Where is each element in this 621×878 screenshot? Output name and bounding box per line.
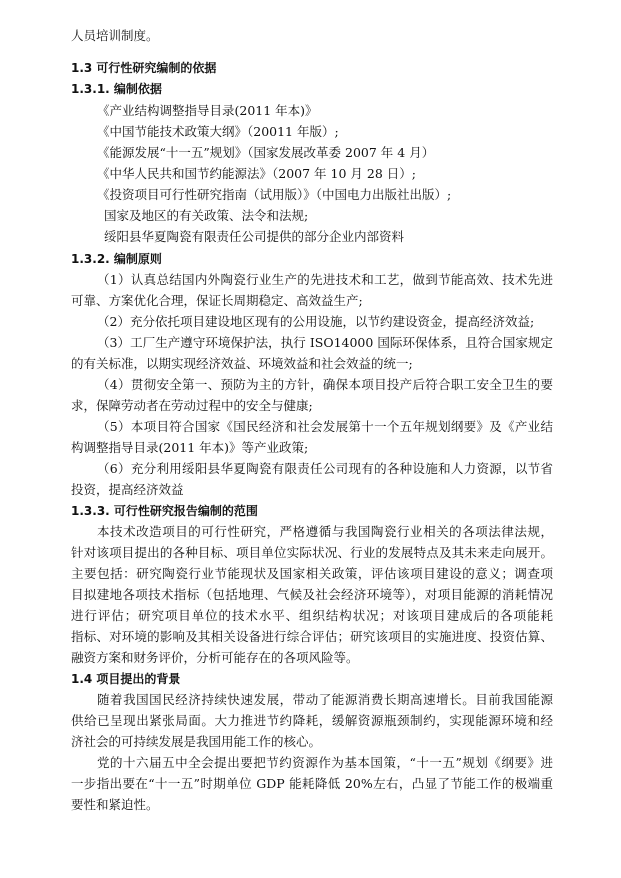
scope-line: 针对该项目提出的各种目标、项目单位实际状况、行业的发展特点及其未来走向展开。 <box>71 545 553 560</box>
background-line: 济社会的可持续发展是我国用能工作的核心。 <box>71 734 322 749</box>
scope-line: 目拟建地各项技术指标（包括地理、气候及社会经济环境等），对项目能源的消耗情况 <box>71 587 553 602</box>
background-line: 供给已呈现出紧张局面。大力推进节约降耗，缓解资源瓶颈制约，实现能源环境和经 <box>71 713 553 728</box>
background-line: 一步指出要在“十一五”时期单位 GDP 能耗降低 20%左右，凸显了节能工作的极端重 <box>71 776 553 791</box>
principle-line: （2）充分依托项目建设地区现有的公用设施，以节约建设资金，提高经济效益; <box>97 314 535 329</box>
principle-line: 构调整指导目录(2011 年本)》等产业政策; <box>71 440 309 455</box>
principle-line: （6）充分利用绥阳县华夏陶瓷有限责任公司现有的各种设施和人力资源，以节省 <box>97 461 553 476</box>
principle-line: （1）认真总结国内外陶瓷行业生产的先进技术和工艺，做到节能高效、技术先进 <box>97 272 553 287</box>
reference-item: 绥阳县华夏陶瓷有限责任公司提供的部分企业内部资料 <box>104 229 405 244</box>
scope-line: 进行评估；研究项目单位的技术水平、组织结构状况；对该项目建成后的各项能耗 <box>71 608 553 623</box>
principle-line: 的有关标准，以期实现经济效益、环境效益和社会效益的统一; <box>71 356 413 371</box>
subsection-heading-1-3-3: 1.3.3. 可行性研究报告编制的范围 <box>71 504 258 518</box>
subsection-heading-1-3-1: 1.3.1. 编制依据 <box>71 82 162 96</box>
scope-line: 主要包括：研究陶瓷行业节能现状及国家相关政策，评估该项目建设的意义；调查项 <box>71 566 553 581</box>
subsection-heading-1-3-2: 1.3.2. 编制原则 <box>71 252 162 266</box>
scope-line: 本技术改造项目的可行性研究，严格遵循与我国陶瓷行业相关的各项法律法规， <box>97 524 553 539</box>
section-heading-1-4: 1.4 项目提出的背景 <box>71 672 181 686</box>
reference-item: 《能源发展“十一五”规划》（国家发展改革委 2007 年 4 月） <box>97 145 435 160</box>
principle-line: （4）贯彻安全第一、预防为主的方针，确保本项目投产后符合职工安全卫生的要 <box>97 377 553 392</box>
principle-line: 可靠、方案优化合理，保证长周期稳定、高效益生产; <box>71 293 363 308</box>
background-line: 党的十六届五中全会提出要把节约资源作为基本国策，“十一五”规划《纲要》进 <box>97 755 553 770</box>
background-line: 随着我国国民经济持续快速发展，带动了能源消费长期高速增长。目前我国能源 <box>97 692 553 707</box>
background-line: 要性和紧迫性。 <box>71 797 159 812</box>
principle-line: 求，保障劳动者在劳动过程中的安全与健康; <box>71 398 313 413</box>
reference-item: 《产业结构调整指导目录(2011 年本)》 <box>97 103 318 118</box>
reference-item: 《中国节能技术政策大纲》（20011 年版）; <box>97 124 339 139</box>
text-line: 人员培训制度。 <box>71 28 159 43</box>
scope-line: 指标、对环境的影响及其相关设备进行综合评估；研究该项目的实施进度、投资估算、 <box>71 629 553 644</box>
section-heading-1-3: 1.3 可行性研究编制的依据 <box>71 61 217 75</box>
reference-item: 《中华人民共和国节约能源法》（2007 年 10 月 28 日）; <box>97 166 416 181</box>
principle-line: 投资，提高经济效益 <box>71 482 184 497</box>
principle-line: （5）本项目符合国家《国民经济和社会发展第十一个五年规划纲要》及《产业结 <box>97 419 553 434</box>
reference-item: 《投资项目可行性研究指南（试用版）》（中国电力出版社出版）; <box>97 187 452 202</box>
reference-item: 国家及地区的有关政策、法令和法规; <box>104 208 309 223</box>
principle-line: （3）工厂生产遵守环境保护法，执行 ISO14000 国际环保体系，且符合国家规定 <box>97 335 553 350</box>
scope-line: 融资方案和财务评价，分析可能存在的各项风险等。 <box>71 650 359 665</box>
